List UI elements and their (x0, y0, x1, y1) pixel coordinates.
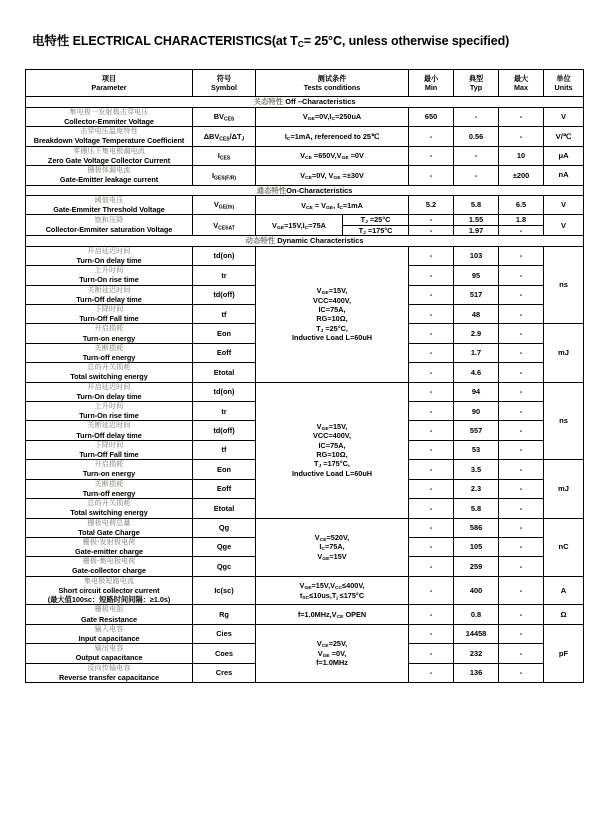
min-dyn25-3: - (409, 305, 454, 324)
typ-dyn175-3: 53 (454, 440, 499, 459)
max-dyn175-1: - (499, 402, 544, 421)
min-dyn175-6: - (409, 499, 454, 518)
max-cres: - (499, 663, 544, 682)
param-bv-tempco: 击穿电压温度特性 Breakdown Voltage Temperature Coefficient (26, 127, 193, 146)
unit-vgeth: V (544, 196, 584, 215)
min-dyn25-2: - (409, 285, 454, 304)
max-coes: - (499, 644, 544, 663)
typ-dyn175-2: 557 (454, 421, 499, 440)
min-dyn25-4: - (409, 324, 454, 343)
param-dyn175-4: 开启损耗 Turn-on energy (26, 460, 193, 479)
param-dyn175-3: 下降时间 Turn-Off Fall time (26, 440, 193, 459)
max-dyn175-4: - (499, 460, 544, 479)
symbol-dyn175-3: tf (193, 440, 256, 459)
max-isc: - (499, 576, 544, 605)
param-cres: 反向传输电容 Reverse transfer capacitance (26, 663, 193, 682)
param-dyn25-6: 总的开关损耗 Total switching energy (26, 363, 193, 382)
param-dyn175-5: 关断损耗 Turn-off energy (26, 479, 193, 498)
header-parameter-en: Parameter (91, 83, 127, 93)
header-tests-conditions-en: Tests conditions (303, 83, 361, 93)
typ-bv-tempco: 0.56 (454, 127, 499, 146)
symbol-qge: Qge (193, 537, 256, 556)
typ-qg: 586 (454, 518, 499, 537)
min-rg: - (409, 605, 454, 624)
typ-dyn175-0: 94 (454, 382, 499, 401)
typ-dyn175-1: 90 (454, 402, 499, 421)
param-rg: 栅极电阻 Gate Resistance (26, 605, 193, 624)
symbol-bv-tempco: $\Delta BV_{CES}/\Delta T_J$ (193, 127, 256, 146)
cond-iges: $V_{CE}=0V$, $V_{GE} =\pm 30V$ (256, 166, 409, 185)
min-dyn175-2: - (409, 421, 454, 440)
typ-dyn25-5: 1.7 (454, 343, 499, 362)
unit-dyn25-ns: ns (544, 246, 584, 324)
header-symbol (193, 70, 256, 97)
max-qge: - (499, 537, 544, 556)
symbol-dyn25-5: Eoff (193, 343, 256, 362)
table-row (26, 246, 584, 265)
min-vcesat-tj25: - (409, 215, 454, 225)
header-units (544, 70, 584, 97)
header-max (499, 70, 544, 97)
header-units-cn: 单位 (556, 74, 571, 83)
cond-vcesat-tj175: $T_J =175^\circ C$ (343, 225, 409, 235)
symbol-dyn25-4: Eon (193, 324, 256, 343)
symbol-dyn175-2: td(off) (193, 421, 256, 440)
unit-dyn175-ns: ns (544, 382, 584, 460)
page-title-en-suffix: = 25°C, unless otherwise specified) (303, 34, 510, 48)
header-typ (454, 70, 499, 97)
section-on-en: On-Characteristics (286, 185, 353, 195)
param-cies: 输入电容 Input capacitance (26, 624, 193, 643)
typ-dyn25-3: 48 (454, 305, 499, 324)
symbol-dyn175-5: Eoff (193, 479, 256, 498)
header-parameter-cn: 项目 (101, 74, 117, 83)
header-parameter (26, 70, 193, 97)
header-max-en: Max (514, 83, 528, 93)
symbol-dyn175-6: Etotal (193, 499, 256, 518)
cond-ices: $V_{CE} =650V,V_{GE} =0V$ (256, 146, 409, 165)
min-dyn25-5: - (409, 343, 454, 362)
section-off-cn: 关态特性 (253, 97, 284, 107)
unit-bvces: V (544, 107, 584, 126)
typ-vgeth: 5.8 (454, 196, 499, 215)
header-typ-cn: 典型 (468, 74, 484, 83)
symbol-rg: Rg (193, 605, 256, 624)
header-max-cn: 最大 (513, 74, 529, 83)
electrical-characteristics-table (25, 69, 584, 683)
max-dyn175-6: - (499, 499, 544, 518)
symbol-dyn25-1: tr (193, 266, 256, 285)
param-ices: 零栅压下集电极漏电流 Zero Gate Voltage Collector Current (26, 146, 193, 165)
table-row (26, 382, 584, 401)
symbol-bvces: $BV_{CES}$ (193, 107, 256, 126)
min-ices: - (409, 146, 454, 165)
typ-dyn25-2: 517 (454, 285, 499, 304)
unit-vcesat: V (544, 215, 584, 236)
cond-charge: $V_{CE}=520V$, $I_C=75A$, $V_{GE}=15V$ (256, 518, 409, 576)
table-row (26, 215, 584, 225)
table-row (26, 196, 584, 215)
param-dyn25-1: 上升时间 Turn-On rise time (26, 266, 193, 285)
min-dyn175-3: - (409, 440, 454, 459)
param-dyn175-1: 上升时间 Turn-On rise time (26, 402, 193, 421)
unit-dyn25-mj: mJ (544, 324, 584, 382)
min-qge: - (409, 537, 454, 556)
cond-cap: $V_{CE}=25V$, $V_{GE} =0V$, f=1.0MHz (256, 624, 409, 682)
max-vcesat-tj25: 1.8 (499, 215, 544, 225)
symbol-vcesat: $V_{CESAT}$ (193, 215, 256, 236)
min-bvces: 650 (409, 107, 454, 126)
max-bv-tempco: - (499, 127, 544, 146)
max-dyn25-2: - (499, 285, 544, 304)
typ-coes: 232 (454, 644, 499, 663)
typ-dyn25-6: 4.6 (454, 363, 499, 382)
cond-vcesat: $V_{GE}=15V,I_C=75A$ (256, 215, 343, 236)
cond-vgeth: $V_{CE} = V_{GE}$, $I_C=1mA$ (256, 196, 409, 215)
table-header-row (26, 70, 584, 97)
min-dyn25-0: - (409, 246, 454, 265)
typ-isc: 400 (454, 576, 499, 605)
header-units-en: Units (554, 83, 573, 93)
param-vcesat: 饱和压降 Collector-Emmiter saturation Voltage (26, 215, 193, 236)
param-dyn25-3: 下降时间 Turn-Off Fall time (26, 305, 193, 324)
max-iges: ±200 (499, 166, 544, 185)
unit-cap: pF (544, 624, 584, 682)
min-bv-tempco: - (409, 127, 454, 146)
min-vgeth: 5.2 (409, 196, 454, 215)
symbol-dyn25-6: Etotal (193, 363, 256, 382)
typ-bvces: - (454, 107, 499, 126)
param-qg: 栅极电荷总量 Total Gate Charge (26, 518, 193, 537)
symbol-coes: Coes (193, 644, 256, 663)
param-qge: 栅极-发射极电荷 Gate-emitter charge (26, 537, 193, 556)
min-cres: - (409, 663, 454, 682)
max-dyn25-3: - (499, 305, 544, 324)
typ-qge: 105 (454, 537, 499, 556)
typ-ices: - (454, 146, 499, 165)
section-label-dynamic (26, 236, 584, 246)
cond-bvces: $V_{GE}=0V,I_C=250uA$ (256, 107, 409, 126)
table-row (26, 518, 584, 537)
max-dyn25-6: - (499, 363, 544, 382)
header-min-cn: 最小 (423, 74, 439, 83)
param-dyn25-4: 开启损耗 Turn-on energy (26, 324, 193, 343)
min-vcesat-tj175: - (409, 225, 454, 235)
unit-iges: nA (544, 166, 584, 185)
param-dyn25-5: 关断损耗 Turn-off energy (26, 343, 193, 362)
page-title-sub: C (297, 39, 304, 50)
page-title-en-prefix: ELECTRICAL CHARACTERISTICS(at T (72, 34, 298, 48)
section-row-on-characteristics (26, 185, 584, 195)
param-isc: 集电极短路电流 Short circuit collector current (最大值100sc：短路时间间隔：≥1.0s) (26, 576, 193, 605)
symbol-vgeth: $V_{GE(th)}$ (193, 196, 256, 215)
symbol-dyn175-4: Eon (193, 460, 256, 479)
min-coes: - (409, 644, 454, 663)
cond-dyn25: $V_{GE}=15V$, VCC=400V, IC=75A, RG=10Ω, $T_J =25^\circ C$, Inductive Load L=60uH (256, 246, 409, 382)
param-dyn175-2: 关断延迟时间 Turn-Off delay time (26, 421, 193, 440)
section-on-cn: 通态特性 (256, 185, 287, 195)
min-dyn175-0: - (409, 382, 454, 401)
max-bvces: - (499, 107, 544, 126)
symbol-qg: Qg (193, 518, 256, 537)
typ-dyn25-0: 103 (454, 246, 499, 265)
max-dyn175-3: - (499, 440, 544, 459)
unit-charge: nC (544, 518, 584, 576)
min-dyn175-5: - (409, 479, 454, 498)
cond-rg: $f=1.0MHz,V_{CE}$ OPEN (256, 605, 409, 624)
max-dyn25-1: - (499, 266, 544, 285)
table-row (26, 624, 584, 643)
max-qg: - (499, 518, 544, 537)
page-title-cn: 电特性 (32, 34, 70, 48)
typ-qgc: 259 (454, 557, 499, 576)
section-row-dynamic-characteristics (26, 236, 584, 246)
symbol-dyn175-1: tr (193, 402, 256, 421)
param-dyn25-0: 开启延迟时间 Turn-On delay time (26, 246, 193, 265)
header-tests-conditions-cn: 测试条件 (317, 74, 347, 83)
section-dynamic-en: Dynamic Characteristics (277, 236, 364, 246)
header-symbol-cn: 符号 (216, 74, 232, 83)
cond-vcesat-tj25: $T_J =25^\circ C$ (343, 215, 409, 225)
section-label-on (26, 185, 584, 195)
section-off-en: Off –Characteristics (285, 97, 356, 107)
min-qg: - (409, 518, 454, 537)
header-min-en: Min (424, 83, 438, 93)
table-row (26, 605, 584, 624)
min-cies: - (409, 624, 454, 643)
max-vcesat-tj175: - (499, 225, 544, 235)
symbol-iges: $I_{GES(F/R)}$ (193, 166, 256, 185)
max-cies: - (499, 624, 544, 643)
header-typ-en: Typ (469, 83, 483, 93)
typ-iges: - (454, 166, 499, 185)
table-row (26, 127, 584, 146)
max-dyn175-0: - (499, 382, 544, 401)
symbol-isc: Ic(sc) (193, 576, 256, 605)
symbol-dyn25-0: td(on) (193, 246, 256, 265)
typ-dyn175-4: 3.5 (454, 460, 499, 479)
unit-dyn175-mj: mJ (544, 460, 584, 518)
param-vgeth: 阈值电压 Gate-Emmiter Threshold Voltage (26, 196, 193, 215)
symbol-cres: Cres (193, 663, 256, 682)
min-qgc: - (409, 557, 454, 576)
max-dyn25-4: - (499, 324, 544, 343)
unit-rg: Ω (544, 605, 584, 624)
min-dyn25-6: - (409, 363, 454, 382)
header-tests-conditions (256, 70, 409, 97)
unit-ices: μA (544, 146, 584, 165)
cond-bv-tempco: $I_C=1mA$, referenced to 25℃ (256, 127, 409, 146)
param-isc-note: (最大值100sc：短路时间间隔：≥1.0s) (47, 595, 171, 605)
param-bvces: 集电极一发射极击穿电压 Collector-Emmiter Voltage (26, 107, 193, 126)
param-coes: 输出电容 Output capacitance (26, 644, 193, 663)
typ-dyn25-4: 2.9 (454, 324, 499, 343)
min-iges: - (409, 166, 454, 185)
max-qgc: - (499, 557, 544, 576)
typ-vcesat-tj25: 1.55 (454, 215, 499, 225)
section-row-off-characteristics (26, 97, 584, 107)
max-dyn175-2: - (499, 421, 544, 440)
typ-cies: 14458 (454, 624, 499, 643)
table-row (26, 107, 584, 126)
page-title (32, 31, 509, 49)
param-dyn175-0: 开启延迟时间 Turn-On delay time (26, 382, 193, 401)
min-dyn175-1: - (409, 402, 454, 421)
symbol-dyn175-0: td(on) (193, 382, 256, 401)
table-row (26, 576, 584, 605)
section-dynamic-cn: 动态特性 (245, 236, 276, 246)
header-symbol-en: Symbol (211, 83, 237, 93)
typ-dyn175-6: 5.8 (454, 499, 499, 518)
param-dyn25-2: 关断延迟时间 Turn-Off delay time (26, 285, 193, 304)
unit-isc: A (544, 576, 584, 605)
symbol-dyn25-3: tf (193, 305, 256, 324)
header-min (409, 70, 454, 97)
min-dyn25-1: - (409, 266, 454, 285)
typ-vcesat-tj175: 1.97 (454, 225, 499, 235)
param-iges: 栅极体漏电流 Gate-Emitter leakage current (26, 166, 193, 185)
max-dyn25-5: - (499, 343, 544, 362)
max-vgeth: 6.5 (499, 196, 544, 215)
typ-dyn175-5: 2.3 (454, 479, 499, 498)
max-dyn175-5: - (499, 479, 544, 498)
cond-isc: $V_{GE}=15V,V_{CC}\le 400V$, $t_{SC}\le 10us,T_j \le 175^\circ C$ (256, 576, 409, 605)
symbol-qgc: Qgc (193, 557, 256, 576)
typ-dyn25-1: 95 (454, 266, 499, 285)
min-isc: - (409, 576, 454, 605)
unit-bv-tempco: V/℃ (544, 127, 584, 146)
max-rg: - (499, 605, 544, 624)
table-row (26, 146, 584, 165)
section-label-off (26, 97, 584, 107)
max-dyn25-0: - (499, 246, 544, 265)
param-qgc: 栅极-集电极电荷 Gate-collector charge (26, 557, 193, 576)
max-ices: 10 (499, 146, 544, 165)
param-dyn175-6: 总的开关损耗 Total switching energy (26, 499, 193, 518)
typ-rg: 0.8 (454, 605, 499, 624)
symbol-dyn25-2: td(off) (193, 285, 256, 304)
typ-cres: 136 (454, 663, 499, 682)
symbol-cies: Cies (193, 624, 256, 643)
min-dyn175-4: - (409, 460, 454, 479)
table-row (26, 166, 584, 185)
cond-dyn175: $V_{GE}=15V$, VCC=400V, IC=75A, RG=10Ω, $T_J =175^\circ C$, Inductive Load L=60uH (256, 382, 409, 518)
symbol-ices: $I_{CES}$ (193, 146, 256, 165)
